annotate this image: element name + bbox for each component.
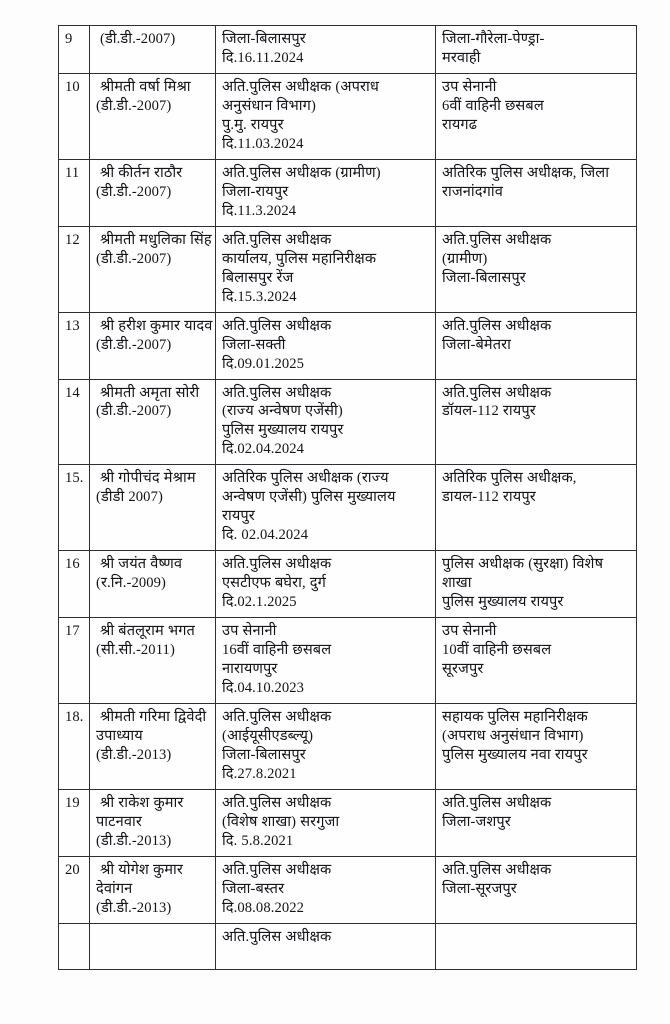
to-lines xyxy=(442,317,631,355)
table-row xyxy=(59,923,637,969)
name-line: (डी.डी.-2007) xyxy=(96,183,172,200)
from-lines xyxy=(222,622,430,698)
from-line: अति.पुलिस अधीक्षक (अपराध xyxy=(222,78,379,95)
cell-to xyxy=(436,312,637,379)
from-lines xyxy=(222,708,430,784)
name-lines xyxy=(96,30,210,49)
cell-to xyxy=(436,856,637,923)
name-line: (डी.डी.-2007) xyxy=(96,97,172,114)
from-line: दि. 02.04.2024 xyxy=(222,527,309,544)
from-line: अन्वेषण एजेंसी) पुलिस मुख्यालय xyxy=(222,489,396,506)
from-line: दि.27.8.2021 xyxy=(222,765,297,782)
from-line: अति.पुलिस अधीक्षक xyxy=(222,556,332,573)
from-line: दि.16.11.2024 xyxy=(222,49,304,66)
cell-name xyxy=(90,73,216,159)
to-lines xyxy=(442,78,631,135)
from-lines xyxy=(222,555,430,612)
to-line: अतिरिक पुलिस अधीक्षक, xyxy=(442,470,577,487)
cell-name xyxy=(90,618,216,704)
cell-serial-number: 14 xyxy=(59,379,90,465)
to-lines xyxy=(442,231,631,288)
to-line: उप सेनानी xyxy=(442,78,497,95)
to-line: जिला-बेमेतरा xyxy=(442,336,511,353)
from-line: दि.04.10.2023 xyxy=(222,680,305,697)
name-lines xyxy=(96,469,210,507)
cell-serial-number: 18. xyxy=(59,704,90,790)
to-line: अति.पुलिस अधीक्षक xyxy=(442,231,552,248)
to-line: 10वीं वाहिनी छसबल xyxy=(442,642,552,659)
to-line: मरवाही xyxy=(442,49,481,66)
name-lines xyxy=(96,164,210,202)
name-lines xyxy=(96,317,213,355)
cell-serial-number: 19 xyxy=(59,789,90,856)
cell-name xyxy=(90,923,216,969)
from-line: अति.पुलिस अधीक्षक (ग्रामीण) xyxy=(222,164,381,181)
from-lines xyxy=(222,861,430,918)
from-line: अति.पुलिस अधीक्षक xyxy=(222,384,332,401)
name-line: पाटनवार xyxy=(96,813,142,830)
table-body xyxy=(59,26,637,970)
cell-from xyxy=(216,551,436,618)
to-lines xyxy=(442,469,631,507)
cell-from xyxy=(216,856,436,923)
cell-from xyxy=(216,923,436,969)
cell-from xyxy=(216,465,436,551)
cell-serial-number: 9 xyxy=(59,26,90,74)
from-line: अति.पुलिस अधीक्षक xyxy=(222,317,332,334)
from-line: (विशेष शाखा) सरगुजा xyxy=(222,813,340,830)
name-line: (र.नि.-2009) xyxy=(96,575,167,592)
from-line: 16वीं वाहिनी छसबल xyxy=(222,642,332,659)
to-line: 6वीं वाहिनी छसबल xyxy=(442,97,544,114)
cell-name xyxy=(90,379,216,465)
from-line: एसटीएफ बघेरा, दुर्ग xyxy=(222,575,326,592)
from-line: पु.मु. रायपुर xyxy=(222,116,284,133)
cell-serial-number: 20 xyxy=(59,856,90,923)
from-line: दि.15.3.2024 xyxy=(222,288,297,305)
to-lines xyxy=(442,708,631,765)
name-line: (डी.डी.-2013) xyxy=(96,899,172,916)
name-line: श्री हरीश कुमार यादव xyxy=(100,317,213,334)
to-line: जिला-सूरजपुर xyxy=(442,880,517,897)
table-row xyxy=(59,159,637,226)
from-line: जिला-सक्ती xyxy=(222,336,286,353)
cell-name xyxy=(90,26,216,74)
to-line: सूरजपुर xyxy=(442,661,484,678)
name-line: श्री राकेश कुमार xyxy=(100,794,184,811)
from-line: दि.08.08.2022 xyxy=(222,899,305,916)
to-line: रायगढ xyxy=(442,116,478,133)
from-line: दि.09.01.2025 xyxy=(222,355,305,372)
from-line: कार्यालय, पुलिस महानिरीक्षक xyxy=(222,250,377,267)
cell-to xyxy=(436,73,637,159)
to-lines xyxy=(442,164,631,202)
to-lines xyxy=(442,622,631,679)
from-line: अति.पुलिस अधीक्षक xyxy=(222,928,332,945)
cell-name xyxy=(90,856,216,923)
cell-to xyxy=(436,618,637,704)
name-line: श्रीमती अमृता सोरी xyxy=(100,384,200,401)
cell-serial-number xyxy=(59,923,90,969)
table-row xyxy=(59,789,637,856)
from-line: दि.02.04.2024 xyxy=(222,441,305,458)
table-row xyxy=(59,379,637,465)
to-line: (ग्रामीण) xyxy=(442,250,488,267)
from-line: बिलासपुर रेंज xyxy=(222,269,294,286)
table-row xyxy=(59,226,637,312)
name-line: देवांगन xyxy=(96,880,133,897)
to-line: डॉयल-112 रायपुर xyxy=(442,403,536,420)
cell-serial-number: 10 xyxy=(59,73,90,159)
name-lines xyxy=(96,622,210,660)
cell-to xyxy=(436,159,637,226)
to-line: अति.पुलिस अधीक्षक xyxy=(442,861,552,878)
from-line: जिला-रायपुर xyxy=(222,183,289,200)
from-line: अति.पुलिस अधीक्षक xyxy=(222,794,332,811)
cell-to xyxy=(436,923,637,969)
from-line: रायपुर xyxy=(222,508,255,525)
to-line: अति.पुलिस अधीक्षक xyxy=(442,384,552,401)
to-line: जिला-गौरेला-पेण्ड्रा- xyxy=(442,31,545,47)
name-lines xyxy=(96,861,210,918)
name-line: श्रीमती गरिमा द्विवेदी xyxy=(100,709,207,726)
cell-to xyxy=(436,379,637,465)
from-line: अति.पुलिस अधीक्षक xyxy=(222,231,332,248)
from-line: दि.02.1.2025 xyxy=(222,594,297,611)
name-line: (सी.सी.-2011) xyxy=(96,642,175,659)
name-lines xyxy=(96,708,210,765)
name-line: श्री गोपीचंद मेश्राम xyxy=(100,470,196,487)
table-row xyxy=(59,551,637,618)
from-lines xyxy=(222,30,430,68)
table-row xyxy=(59,73,637,159)
table-row xyxy=(59,26,637,74)
table-row xyxy=(59,465,637,551)
from-lines xyxy=(222,928,430,947)
name-line: श्री जयंत वैष्णव xyxy=(100,556,183,573)
from-line: अति.पुलिस अधीक्षक xyxy=(222,861,332,878)
name-line: श्री बंतलूराम भगत xyxy=(100,623,195,640)
cell-from xyxy=(216,704,436,790)
cell-from xyxy=(216,26,436,74)
cell-from xyxy=(216,159,436,226)
name-line: (डी.डी.-2007) xyxy=(96,336,172,353)
cell-name xyxy=(90,312,216,379)
cell-name xyxy=(90,789,216,856)
from-lines xyxy=(222,78,430,154)
to-lines xyxy=(442,384,631,422)
cell-to xyxy=(436,789,637,856)
name-line: (डी.डी.-2013) xyxy=(96,832,172,849)
name-line: (डीडी 2007) xyxy=(96,489,163,506)
from-lines xyxy=(222,317,430,374)
cell-name xyxy=(90,551,216,618)
from-line: दि.11.03.2024 xyxy=(222,135,304,152)
to-line: जिला-बिलासपुर xyxy=(442,269,526,286)
to-line: पुलिस अधीक्षक (सुरक्षा) विशेष xyxy=(442,556,604,573)
to-lines xyxy=(442,794,631,832)
name-line: श्री योगेश कुमार xyxy=(100,861,183,878)
from-line: (राज्य अन्वेषण एजेंसी) xyxy=(222,403,343,420)
name-line: (डी.डी.-2007) xyxy=(96,403,172,420)
name-line: श्रीमती मधुलिका सिंह xyxy=(100,231,212,248)
cell-from xyxy=(216,73,436,159)
to-line: डायल-112 रायपुर xyxy=(442,489,536,506)
name-line: श्रीमती वर्षा मिश्रा xyxy=(100,78,191,95)
name-line: (डी.डी.-2013) xyxy=(96,746,172,763)
name-lines xyxy=(96,555,210,593)
from-line: अति.पुलिस अधीक्षक xyxy=(222,709,332,726)
table-row xyxy=(59,704,637,790)
name-line: उपाध्याय xyxy=(96,728,143,744)
transfer-order-table xyxy=(58,25,637,970)
to-line: अति.पुलिस अधीक्षक xyxy=(442,317,552,334)
from-line: अनुसंधान विभाग) xyxy=(222,97,316,114)
name-lines xyxy=(96,384,210,422)
to-line: राजनांदगांव xyxy=(442,183,503,200)
from-line: नारायणपुर xyxy=(222,661,278,678)
cell-from xyxy=(216,789,436,856)
cell-from xyxy=(216,312,436,379)
cell-name xyxy=(90,159,216,226)
cell-to xyxy=(436,704,637,790)
to-line: सहायक पुलिस महानिरीक्षक xyxy=(442,709,588,726)
table-row xyxy=(59,312,637,379)
table-row xyxy=(59,618,637,704)
cell-serial-number: 13 xyxy=(59,312,90,379)
cell-serial-number: 16 xyxy=(59,551,90,618)
to-line: अतिरिक पुलिस अधीक्षक, जिला xyxy=(442,164,610,181)
cell-to xyxy=(436,551,637,618)
from-line: दि. 5.8.2021 xyxy=(222,832,294,849)
from-lines xyxy=(222,794,430,851)
cell-name xyxy=(90,465,216,551)
to-lines xyxy=(442,861,631,899)
cell-to xyxy=(436,226,637,312)
cell-name xyxy=(90,226,216,312)
to-lines xyxy=(442,555,631,612)
name-line: (डी.डी.-2007) xyxy=(100,31,176,47)
from-line: उप सेनानी xyxy=(222,623,277,640)
name-lines xyxy=(96,794,210,851)
cell-to xyxy=(436,26,637,74)
from-line: जिला-बिलासपुर xyxy=(222,31,306,47)
cell-name xyxy=(90,704,216,790)
cell-from xyxy=(216,226,436,312)
to-lines xyxy=(442,30,631,68)
to-line: पुलिस मुख्यालय नवा रायपुर xyxy=(442,746,588,763)
from-line: जिला-बस्तर xyxy=(222,880,285,897)
name-lines xyxy=(96,231,210,269)
from-line: पुलिस मुख्यालय रायपुर xyxy=(222,422,344,439)
to-line: उप सेनानी xyxy=(442,623,497,640)
from-line: अतिरिक पुलिस अधीक्षक (राज्य xyxy=(222,470,389,487)
from-lines xyxy=(222,469,430,545)
from-line: (आईयूसीएडब्ल्यू) xyxy=(222,728,314,744)
to-line: (अपराध अनुसंधान विभाग) xyxy=(442,728,584,744)
from-lines xyxy=(222,231,430,307)
to-line: जिला-जशपुर xyxy=(442,813,511,830)
from-line: दि.11.3.2024 xyxy=(222,202,297,219)
cell-serial-number: 11 xyxy=(59,159,90,226)
from-line: जिला-बिलासपुर xyxy=(222,746,306,763)
cell-from xyxy=(216,379,436,465)
table-row xyxy=(59,856,637,923)
name-line: (डी.डी.-2007) xyxy=(96,250,172,267)
name-lines xyxy=(96,78,210,116)
cell-to xyxy=(436,465,637,551)
cell-serial-number: 12 xyxy=(59,226,90,312)
to-line: शाखा xyxy=(442,575,472,592)
cell-from xyxy=(216,618,436,704)
to-line: अति.पुलिस अधीक्षक xyxy=(442,794,552,811)
from-lines xyxy=(222,384,430,460)
from-lines xyxy=(222,164,430,221)
to-line: पुलिस मुख्यालय रायपुर xyxy=(442,594,564,611)
name-line: श्री कीर्तन राठौर xyxy=(100,164,183,181)
cell-serial-number: 17 xyxy=(59,618,90,704)
cell-serial-number: 15. xyxy=(59,465,90,551)
